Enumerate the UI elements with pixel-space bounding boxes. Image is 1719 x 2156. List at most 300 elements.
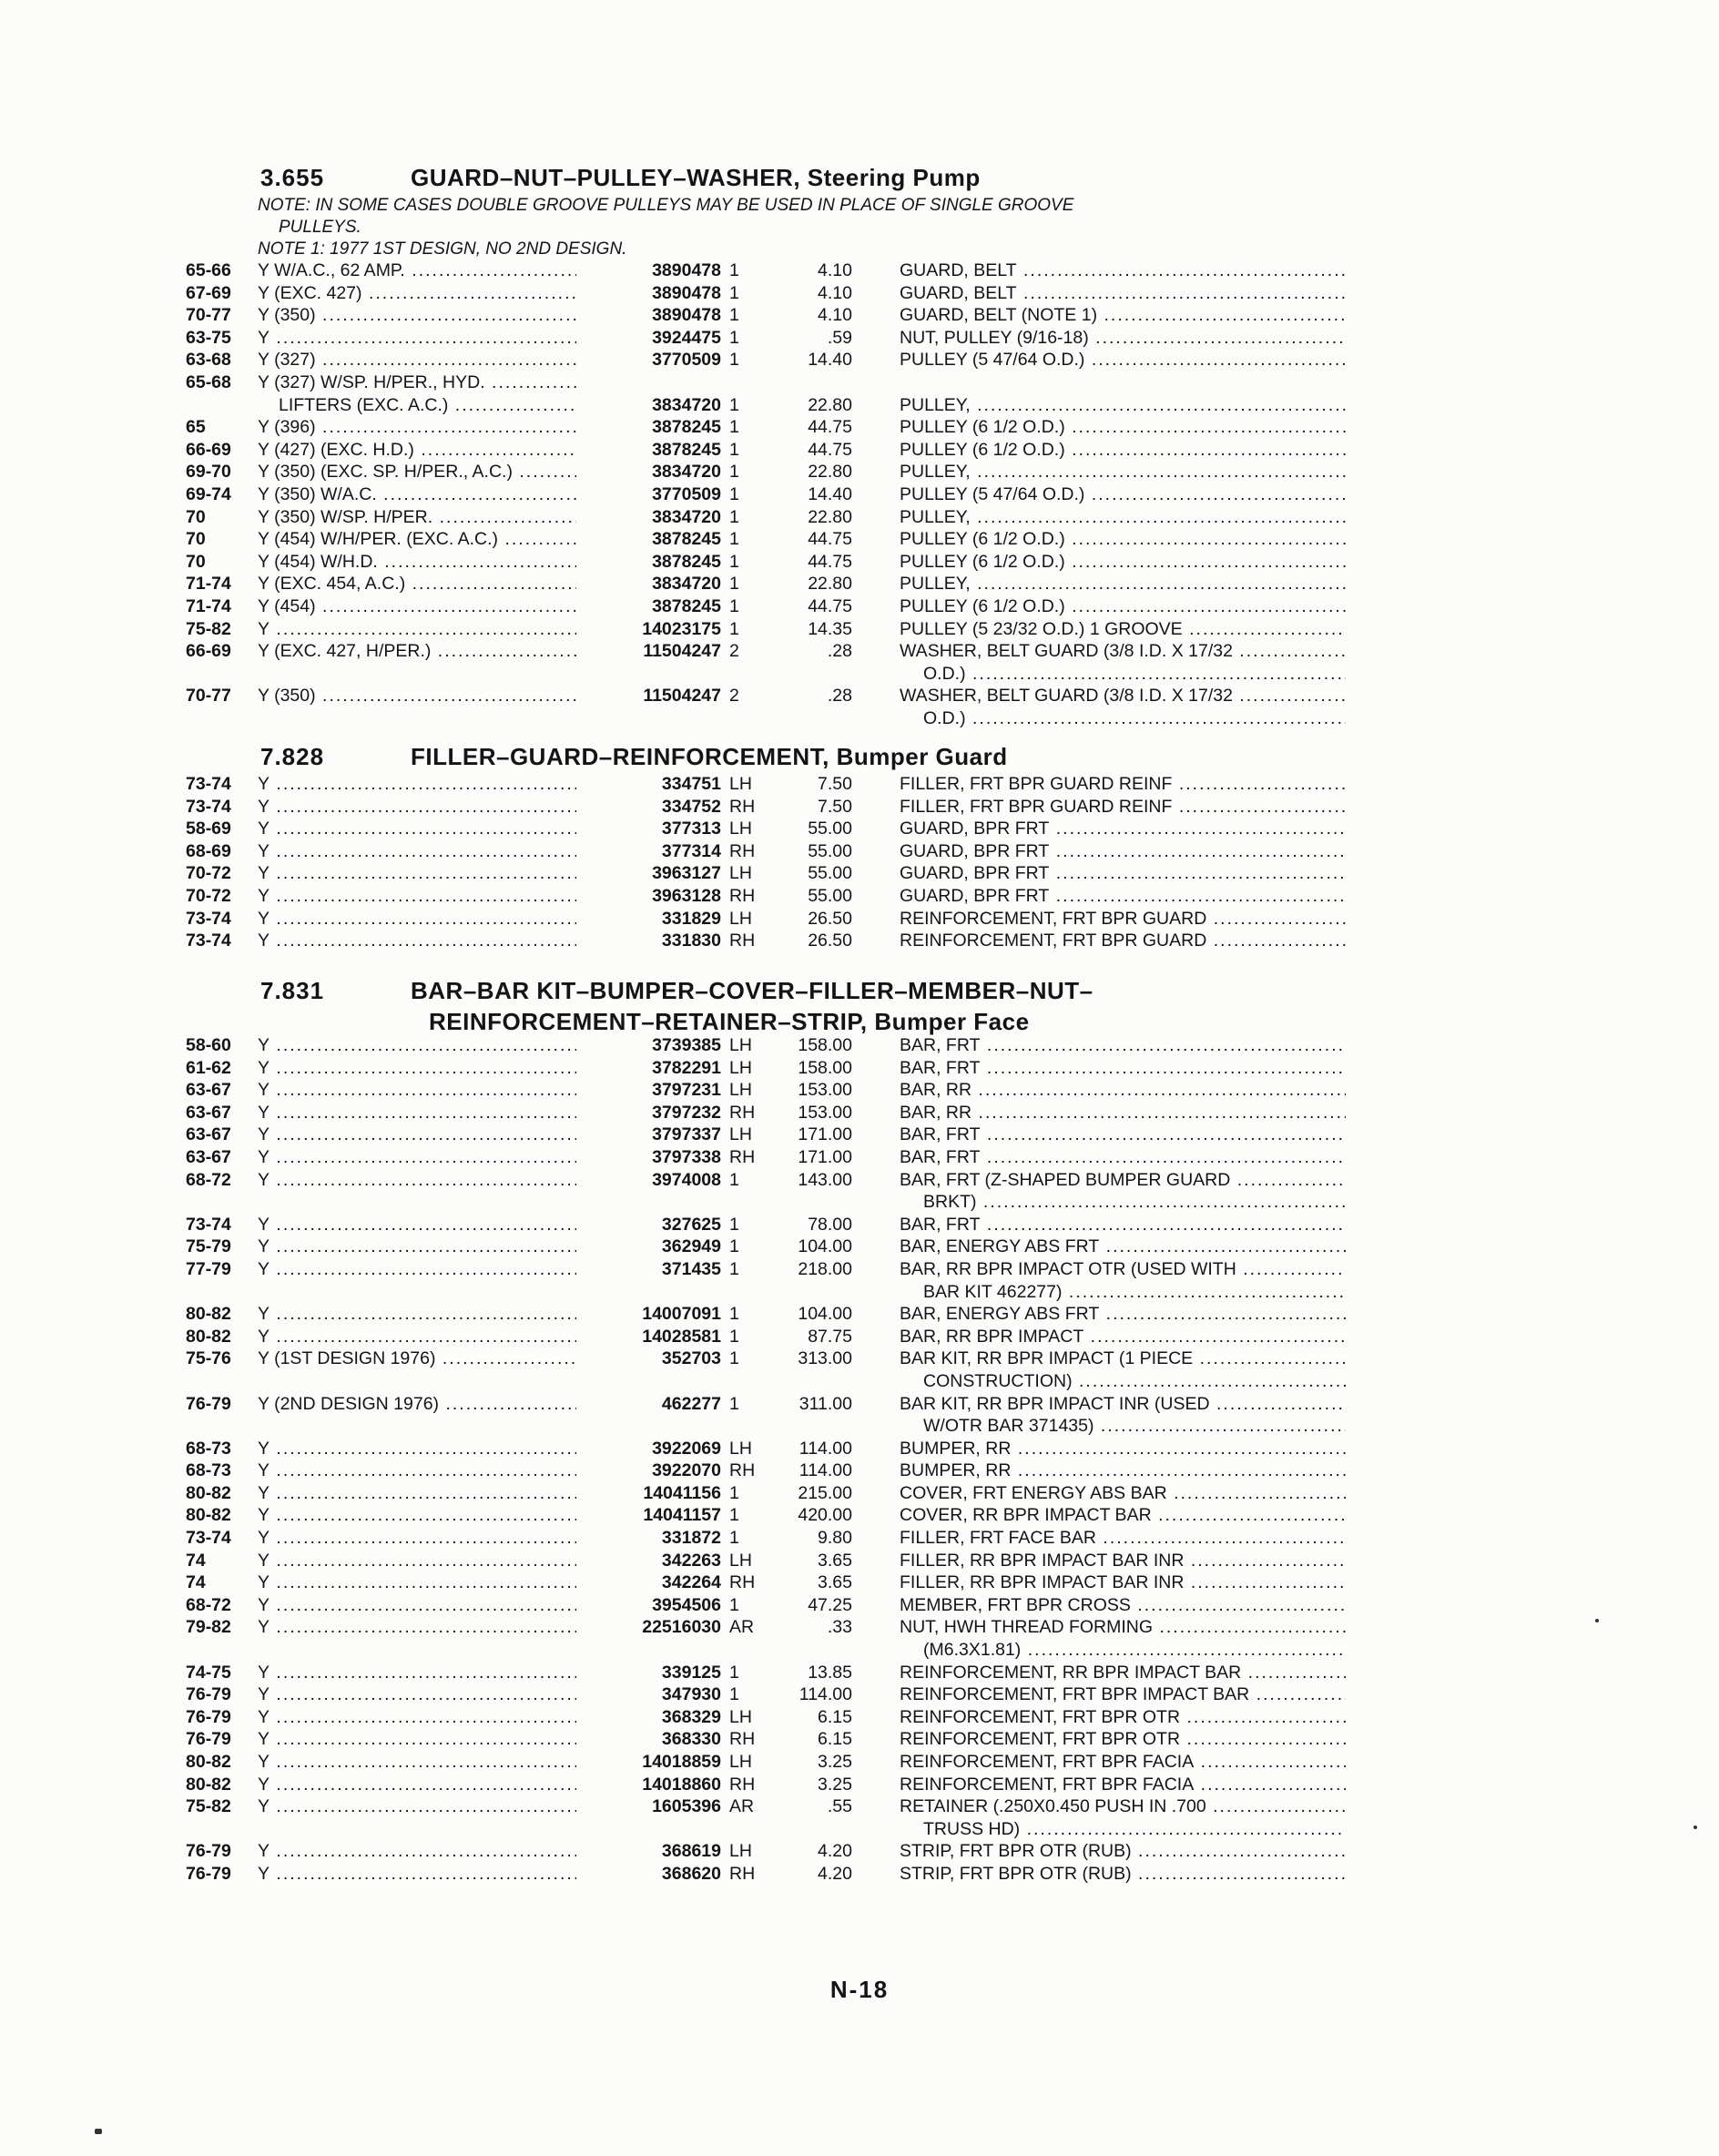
section-note: NOTE 1: 1977 1ST DESIGN, NO 2ND DESIGN. [258,239,627,259]
description: PULLEY, ..... [900,395,1346,416]
description: FILLER, FRT BPR GUARD REINF ..... [900,774,1346,795]
part-number: 11504247 [576,641,721,662]
part-row [178,1439,1362,1461]
part-row [178,1348,1362,1371]
description-cont-row [178,1371,1362,1394]
part-row [178,395,1362,418]
part-number: 14023175 [576,619,721,640]
price: 22.80 [808,394,852,415]
price: 3.65 [818,1550,852,1571]
quantity: 1 [729,1236,739,1257]
description-cont-row [178,1192,1362,1215]
section-header [178,164,1362,195]
section-title: FILLER–GUARD–REINFORCEMENT, Bumper Guard [411,743,1008,770]
model-years: 73-74 [186,1214,231,1235]
application: Y ..... [258,1684,576,1705]
model-years: 80-82 [186,1752,231,1772]
application: Y ..... [258,1147,576,1168]
model-years: 67-69 [186,282,231,303]
part-row [178,283,1362,306]
quantity: 1 [729,1393,739,1414]
model-years: 76-79 [186,1684,231,1705]
model-years: 70-72 [186,863,231,884]
description: STRIP, FRT BPR OTR (RUB) ..... [900,1841,1346,1862]
section-number: 7.831 [260,977,325,1004]
section-note: NOTE: IN SOME CASES DOUBLE GROOVE PULLEYS MAY BE USED IN PLACE OF SINGLE GROOVE [258,196,1074,215]
application: Y ..... [258,1259,576,1280]
part-row [178,1035,1362,1058]
model-years: 75-79 [186,1236,231,1257]
price: 158.00 [798,1035,852,1055]
price: 3.65 [818,1572,852,1593]
price: 3.25 [818,1774,852,1795]
section-7-828 [178,743,1362,953]
price: 44.75 [808,595,852,616]
part-row [178,1080,1362,1103]
model-years: 68-72 [186,1594,231,1615]
application: Y ..... [258,1572,576,1593]
price: 143.00 [798,1169,852,1190]
description: BAR KIT, RR BPR IMPACT (1 PIECE ..... [900,1348,1346,1369]
description: PULLEY (6 1/2 O.D.) ..... [900,552,1346,573]
quantity: 1 [729,618,739,639]
application: Y ..... [258,1551,576,1571]
model-years: 75-76 [186,1348,231,1369]
part-number: 3797231 [576,1080,721,1101]
description: BUMPER, RR ..... [900,1460,1346,1481]
model-years: 63-67 [186,1146,231,1167]
price: 3.25 [818,1752,852,1772]
quantity: RH [729,1572,756,1593]
part-row [178,619,1362,642]
part-row [178,1505,1362,1528]
part-row [178,350,1362,372]
application: Y ..... [258,1864,576,1885]
description: REINFORCEMENT, FRT BPR IMPACT BAR ..... [900,1684,1346,1705]
section-title-cont: REINFORCEMENT–RETAINER–STRIP, Bumper Face [429,1008,1030,1035]
price: 44.75 [808,551,852,572]
price: 114.00 [798,1684,852,1705]
description: GUARD, BELT ..... [900,283,1346,304]
application: Y ..... [258,1483,576,1504]
application: Y ..... [258,1439,576,1459]
model-years: 80-82 [186,1482,231,1503]
scan-speck [95,2129,102,2134]
description: GUARD, BPR FRT ..... [900,819,1346,839]
part-row [178,1124,1362,1147]
description: BAR, ENERGY ABS FRT ..... [900,1304,1346,1325]
quantity: RH [729,1460,756,1481]
part-number: 14018860 [576,1775,721,1795]
quantity: RH [729,1863,756,1884]
part-number: 3834720 [576,395,721,416]
part-row [178,1684,1362,1707]
description: REINFORCEMENT, FRT BPR OTR ..... [900,1729,1346,1750]
description: BUMPER, RR ..... [900,1439,1346,1459]
section-note: PULLEYS. [279,218,361,237]
part-row [178,1572,1362,1595]
model-years: 70 [186,551,206,572]
part-number: 3922070 [576,1460,721,1481]
price: 4.20 [818,1841,852,1862]
model-years: 76-79 [186,1729,231,1750]
price: 114.00 [798,1460,852,1481]
model-years: 80-82 [186,1304,231,1325]
application: Y ..... [258,1170,576,1191]
price: 44.75 [808,439,852,460]
model-years: 73-74 [186,796,231,817]
part-number: 14041156 [576,1483,721,1504]
model-years: 63-67 [186,1080,231,1101]
price: 87.75 [808,1326,852,1347]
quantity: LH [729,774,752,794]
application: Y ..... [258,1215,576,1236]
part-number: 3834720 [576,507,721,528]
description: PULLEY (5 47/64 O.D.) ..... [900,350,1346,371]
part-number: 331830 [576,931,721,951]
description: MEMBER, FRT BPR CROSS ..... [900,1595,1346,1616]
description-cont: W/OTR BAR 371435) ..... [923,1416,1346,1437]
quantity: 1 [729,282,739,303]
application: Y ..... [258,819,576,839]
quantity: 1 [729,1214,739,1235]
part-number: 347930 [576,1684,721,1705]
part-row [178,1595,1362,1618]
part-number: 377313 [576,819,721,839]
quantity: AR [729,1796,755,1817]
description-cont: (M6.3X1.81) ..... [923,1640,1346,1661]
part-number: 342264 [576,1572,721,1593]
application: Y (350) ..... [258,686,576,707]
part-row [178,372,1362,395]
application: Y (350) W/SP. H/PER. ..... [258,507,576,528]
quantity: LH [729,1841,752,1862]
section-title: GUARD–NUT–PULLEY–WASHER, Steering Pump [411,164,981,191]
part-number: 339125 [576,1663,721,1683]
section-number: 3.655 [260,164,325,191]
application: Y ..... [258,619,576,640]
price: 55.00 [808,885,852,906]
part-row [178,1483,1362,1506]
part-row [178,819,1362,841]
application: Y (EXC. 427, H/PER.) ..... [258,641,576,662]
description: COVER, RR BPR IMPACT BAR ..... [900,1505,1346,1526]
quantity: LH [729,1057,752,1078]
description: WASHER, BELT GUARD (3/8 I.D. X 17/32 ..... [900,641,1346,662]
model-years: 65-68 [186,371,231,392]
part-number: 3834720 [576,574,721,595]
description: GUARD, BELT (NOTE 1) ..... [900,305,1346,326]
description: BAR, RR ..... [900,1103,1346,1124]
price: 6.15 [818,1729,852,1750]
quantity: LH [729,1706,752,1727]
quantity: 1 [729,1482,739,1503]
part-row [178,1215,1362,1237]
description: REINFORCEMENT, FRT BPR FACIA ..... [900,1752,1346,1773]
application: Y ..... [258,1796,576,1817]
quantity: RH [729,1729,756,1750]
application: Y (454) W/H.D. ..... [258,552,576,573]
quantity: 1 [729,350,739,371]
price: .28 [827,686,852,707]
description-cont: BRKT) ..... [923,1192,1346,1213]
price: 215.00 [798,1482,852,1503]
model-years: 66-69 [186,439,231,460]
application: Y (350) W/A.C. ..... [258,484,576,505]
description: NUT, PULLEY (9/16-18) ..... [900,328,1346,349]
model-years: 76-79 [186,1706,231,1727]
part-row [178,1259,1362,1282]
application: Y ..... [258,1841,576,1862]
description: FILLER, FRT FACE BAR ..... [900,1528,1346,1549]
page-number: N-18 [829,1976,890,2003]
part-number: 371435 [576,1259,721,1280]
application: Y ..... [258,328,576,349]
model-years: 79-82 [186,1617,231,1638]
model-years: 73-74 [186,774,231,794]
part-number: 3954506 [576,1595,721,1616]
application: Y (454) ..... [258,596,576,617]
part-row [178,1460,1362,1483]
part-row [178,574,1362,596]
application: Y ..... [258,1617,576,1638]
quantity: 1 [729,1505,739,1526]
application: Y (396) ..... [258,417,576,438]
description-cont-row [178,1282,1362,1305]
application: Y ..... [258,774,576,795]
application: Y (327) ..... [258,350,576,371]
application: Y ..... [258,1304,576,1325]
part-row [178,863,1362,886]
description: PULLEY (5 47/64 O.D.) ..... [900,484,1346,505]
description: REINFORCEMENT, FRT BPR GUARD ..... [900,909,1346,930]
part-number: 368330 [576,1729,721,1750]
quantity: LH [729,1124,752,1145]
part-number: 3890478 [576,283,721,304]
description: BAR, RR BPR IMPACT ..... [900,1327,1346,1348]
model-years: 70-77 [186,686,231,707]
part-number: 3963127 [576,863,721,884]
description: BAR, FRT ..... [900,1035,1346,1056]
part-number: 331829 [576,909,721,930]
quantity: AR [729,1617,755,1638]
quantity: LH [729,1035,752,1055]
model-years: 68-69 [186,840,231,861]
price: 22.80 [808,506,852,527]
part-number: 3878245 [576,552,721,573]
application: Y ..... [258,1035,576,1056]
part-number: 22516030 [576,1617,721,1638]
part-row [178,1663,1362,1685]
part-number: 368329 [576,1707,721,1728]
model-years: 70 [186,529,206,550]
quantity: 1 [729,595,739,616]
model-years: 69-70 [186,462,231,483]
price: 55.00 [808,863,852,884]
part-number: 462277 [576,1394,721,1415]
quantity: LH [729,1752,752,1772]
section-title: BAR–BAR KIT–BUMPER–COVER–FILLER–MEMBER–NUT– [411,977,1093,1004]
model-years: 58-60 [186,1035,231,1055]
part-row [178,1327,1362,1349]
application: Y ..... [258,1595,576,1616]
part-number: 3924475 [576,328,721,349]
part-number: 3797338 [576,1147,721,1168]
quantity: 1 [729,529,739,550]
price: 158.00 [798,1057,852,1078]
part-number: 331872 [576,1528,721,1549]
model-years: 70-77 [186,305,231,326]
part-number: 334751 [576,774,721,795]
model-years: 71-74 [186,574,231,595]
description: REINFORCEMENT, RR BPR IMPACT BAR ..... [900,1663,1346,1683]
part-row [178,1775,1362,1797]
quantity: 1 [729,1528,739,1549]
price: 47.25 [808,1594,852,1615]
part-row [178,260,1362,283]
part-number: 11504247 [576,686,721,707]
price: 420.00 [798,1505,852,1526]
part-row [178,1236,1362,1259]
model-years: 66-69 [186,641,231,662]
quantity: RH [729,931,756,951]
part-row [178,909,1362,931]
quantity: 1 [729,1662,739,1683]
part-number: 14028581 [576,1327,721,1348]
quantity: 1 [729,483,739,504]
quantity: 1 [729,551,739,572]
model-years: 58-69 [186,819,231,839]
description: GUARD, BPR FRT ..... [900,886,1346,907]
part-number: 3890478 [576,260,721,281]
price: 153.00 [798,1102,852,1123]
price: 153.00 [798,1080,852,1101]
application: Y ..... [258,863,576,884]
model-years: 63-68 [186,350,231,371]
description: FILLER, RR BPR IMPACT BAR INR ..... [900,1551,1346,1571]
application: Y ..... [258,1663,576,1683]
application-cont: LIFTERS (EXC. A.C.) ..... [279,395,576,416]
model-years: 70-72 [186,885,231,906]
part-row [178,1147,1362,1170]
model-years: 73-74 [186,1528,231,1549]
description: FILLER, FRT BPR GUARD REINF ..... [900,797,1346,818]
price: 171.00 [798,1146,852,1167]
part-row [178,1796,1362,1819]
quantity: 1 [729,260,739,280]
price: 55.00 [808,819,852,839]
price: 104.00 [798,1236,852,1257]
part-number: 377314 [576,841,721,862]
part-number: 3770509 [576,350,721,371]
description: PULLEY, ..... [900,574,1346,595]
part-number: 3922069 [576,1439,721,1459]
part-row [178,1170,1362,1193]
application: Y (1ST DESIGN 1976) ..... [258,1348,576,1369]
part-row [178,507,1362,530]
part-row [178,417,1362,440]
section-number: 7.828 [260,743,325,770]
quantity: 2 [729,686,739,707]
part-row [178,462,1362,484]
quantity: 1 [729,1348,739,1369]
model-years: 61-62 [186,1057,231,1078]
part-row [178,841,1362,864]
description-cont-row [178,708,1362,731]
application: Y (EXC. 427) ..... [258,283,576,304]
price: 6.15 [818,1706,852,1727]
part-row [178,1304,1362,1327]
quantity: LH [729,1550,752,1571]
description-cont-row [178,1640,1362,1663]
part-number: 368620 [576,1864,721,1885]
part-row [178,328,1362,351]
application: Y ..... [258,886,576,907]
model-years: 68-73 [186,1438,231,1459]
application: Y (454) W/H/PER. (EXC. A.C.) ..... [258,529,576,550]
application: Y ..... [258,1775,576,1795]
price: 13.85 [808,1662,852,1683]
model-years: 71-74 [186,595,231,616]
model-years: 73-74 [186,908,231,929]
part-number: 334752 [576,797,721,818]
description: PULLEY, ..... [900,462,1346,483]
description: PULLEY (6 1/2 O.D.) ..... [900,417,1346,438]
price: 78.00 [808,1214,852,1235]
quantity: RH [729,1102,756,1123]
model-years: 80-82 [186,1774,231,1795]
description: REINFORCEMENT, FRT BPR GUARD ..... [900,931,1346,951]
price: 218.00 [798,1258,852,1279]
quantity: 1 [729,394,739,415]
description: RETAINER (.250X0.450 PUSH IN .700 ..... [900,1796,1346,1817]
part-number: 3782291 [576,1058,721,1079]
price: 4.10 [818,260,852,280]
part-number: 3878245 [576,440,721,461]
description: PULLEY (6 1/2 O.D.) ..... [900,596,1346,617]
part-number: 3878245 [576,417,721,438]
part-row [178,686,1362,708]
part-number: 14007091 [576,1304,721,1325]
section-7-831 [178,977,1362,1886]
model-years: 65 [186,417,206,438]
section-header [178,977,1362,1008]
price: 171.00 [798,1124,852,1145]
description: PULLEY (5 23/32 O.D.) 1 GROOVE ..... [900,619,1346,640]
model-years: 63-75 [186,327,231,348]
part-row [178,931,1362,953]
model-years: 74 [186,1550,206,1571]
application: Y ..... [258,1327,576,1348]
model-years: 74 [186,1572,206,1593]
description: BAR KIT, RR BPR IMPACT INR (USED ..... [900,1394,1346,1415]
part-row [178,1058,1362,1081]
price: 4.20 [818,1863,852,1884]
description-cont: TRUSS HD) ..... [923,1819,1346,1840]
price: 14.40 [808,483,852,504]
application: Y ..... [258,931,576,951]
application: Y ..... [258,1707,576,1728]
part-row [178,886,1362,909]
description: BAR, RR BPR IMPACT OTR (USED WITH ..... [900,1259,1346,1280]
part-row [178,1103,1362,1125]
quantity: RH [729,1146,756,1167]
model-years: 76-79 [186,1393,231,1414]
description: BAR, FRT ..... [900,1147,1346,1168]
part-row [178,440,1362,463]
quantity: RH [729,1774,756,1795]
price: .28 [827,641,852,662]
